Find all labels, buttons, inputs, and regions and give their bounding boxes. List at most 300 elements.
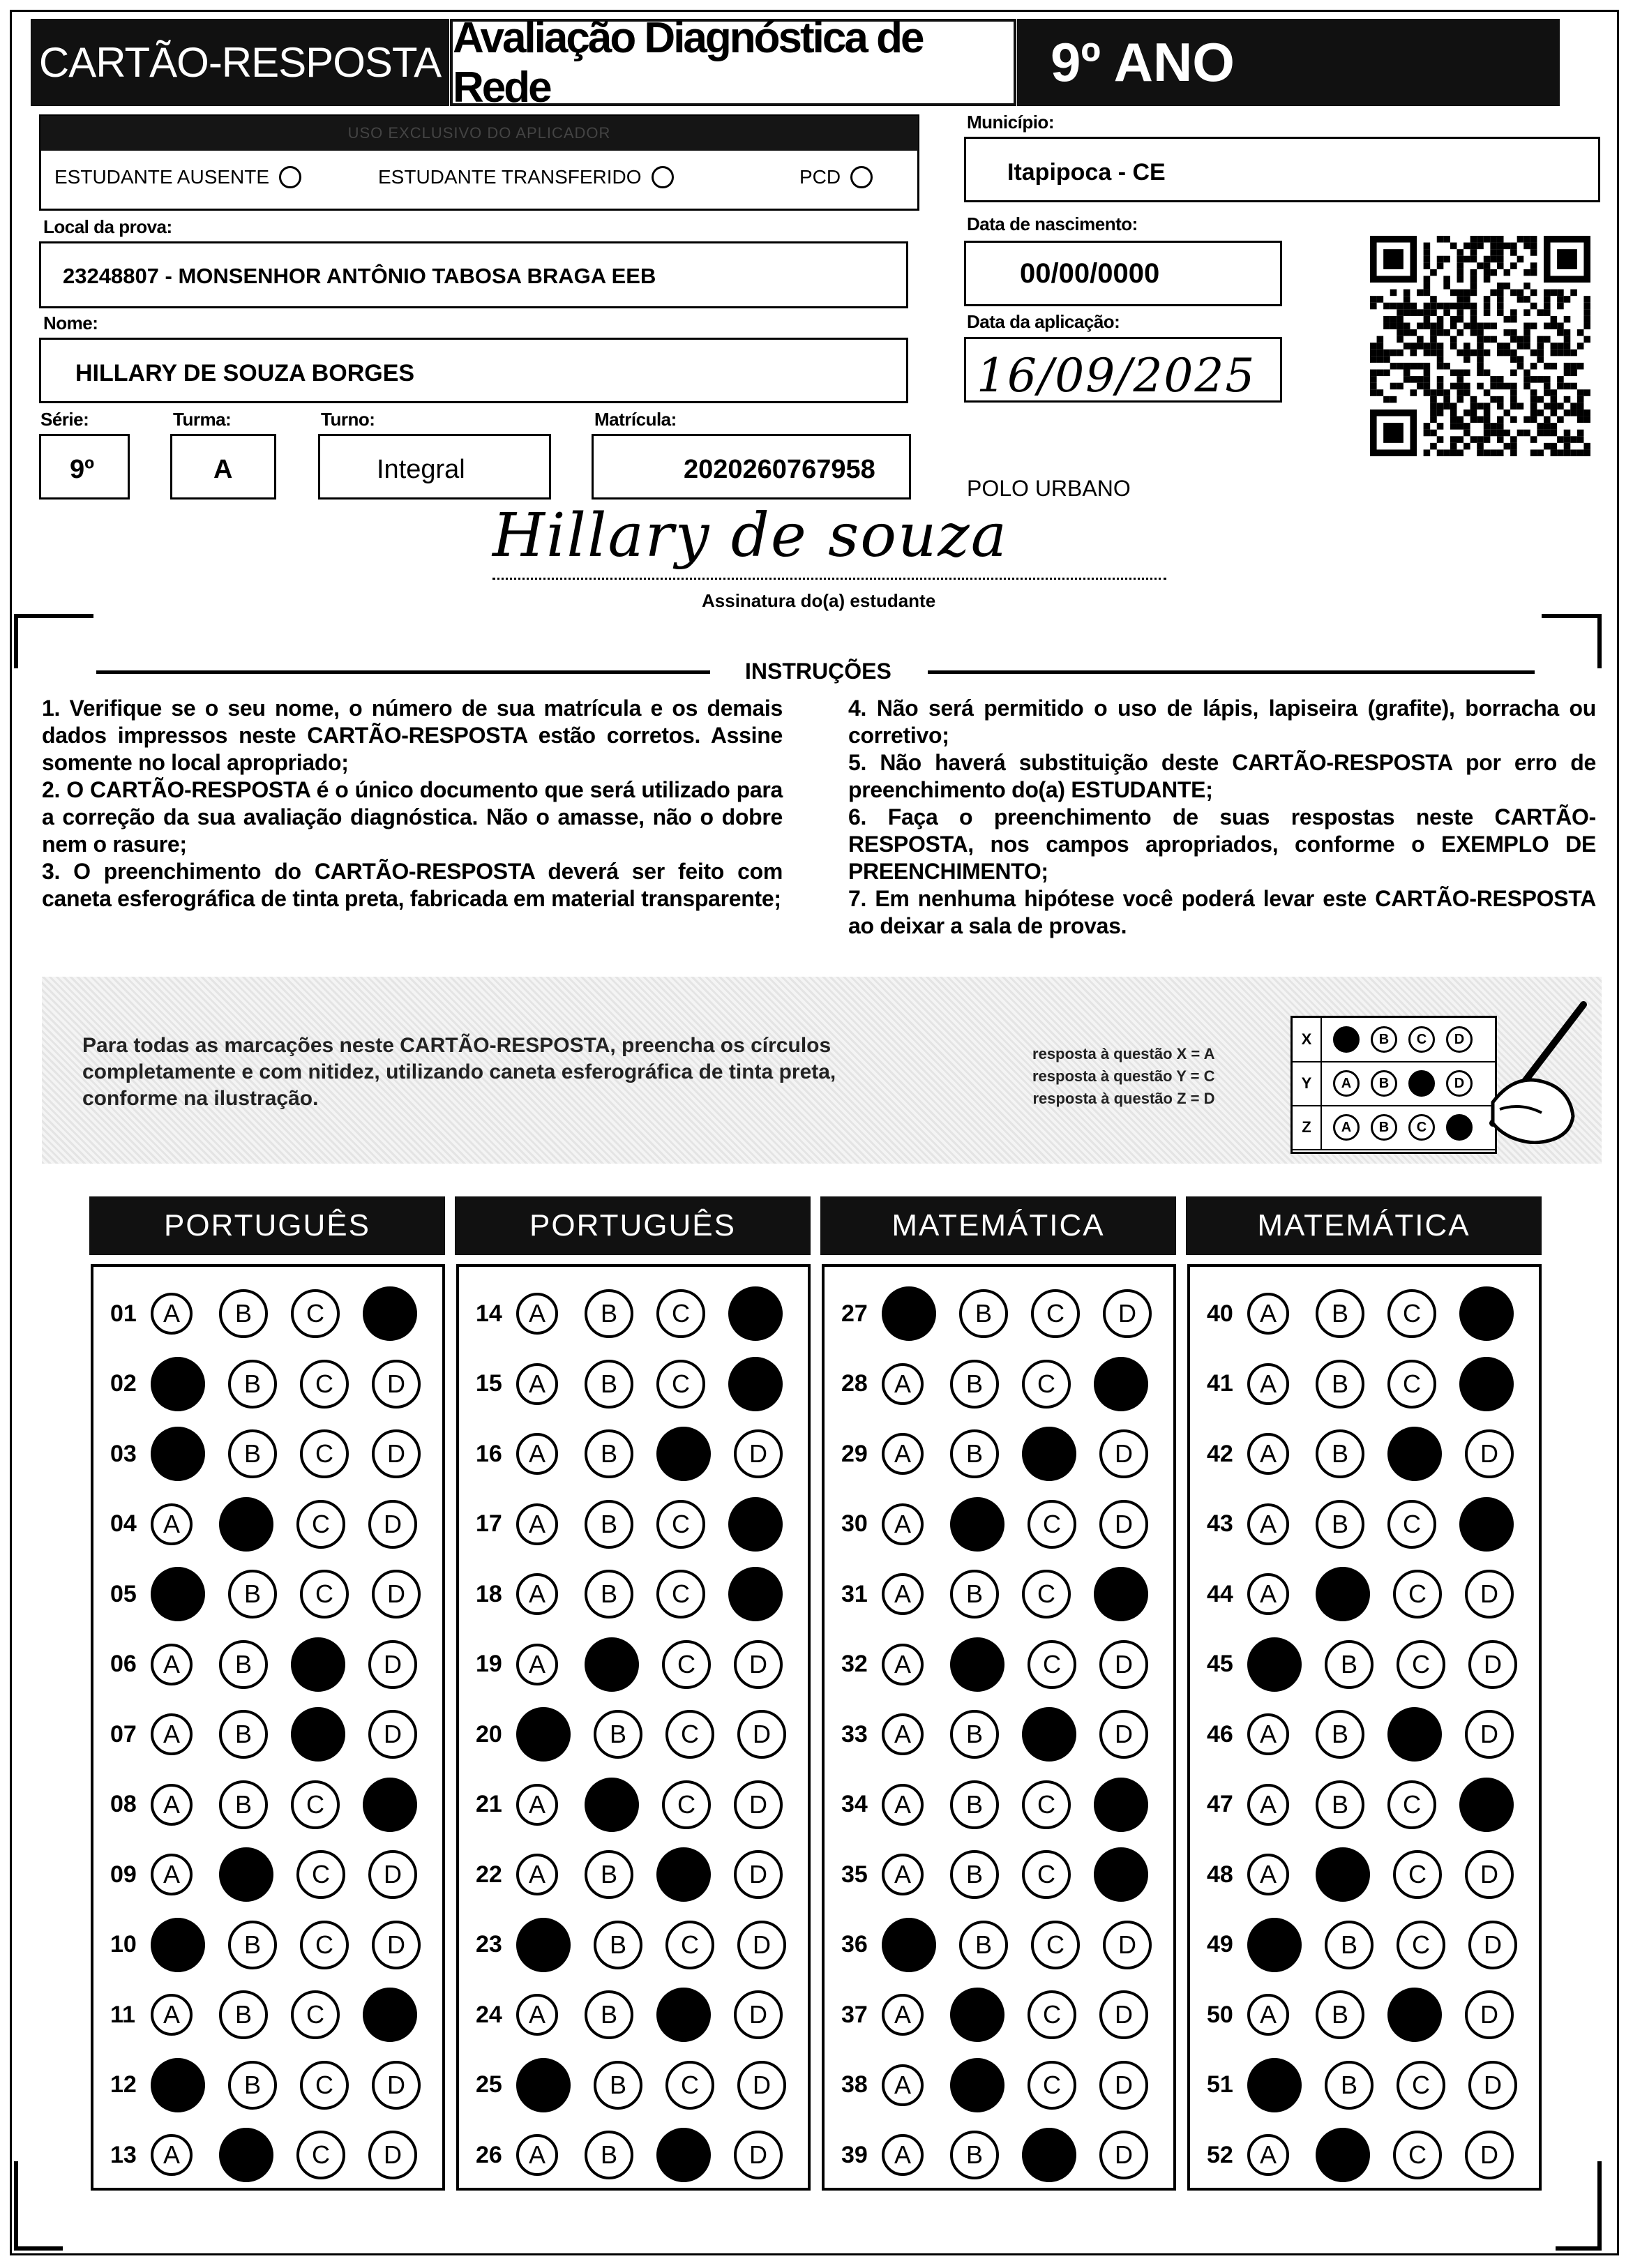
question-number: 34 [841, 1791, 868, 1817]
answer-bubble-c[interactable]: C [665, 2061, 714, 2110]
answer-bubble-b[interactable]: B [585, 1289, 633, 1338]
answer-bubble-a[interactable]: A [882, 1573, 924, 1615]
answer-bubble-a[interactable]: A [516, 1854, 558, 1895]
answer-bubble-d[interactable]: D [372, 2061, 421, 2110]
question-number: 26 [476, 2141, 502, 2168]
transferred-option[interactable] [378, 166, 674, 188]
question-row [841, 2057, 1171, 2114]
answer-bubble-c[interactable]: C [1028, 1640, 1076, 1689]
instruction-5: 5. Não haverá substituição deste CARTÃO-RESPOSTA por erro de preenchimento do(a) ESTUDANTE; [848, 750, 1596, 802]
question-number: 01 [110, 1300, 137, 1327]
answer-bubble-b[interactable]: B [594, 1921, 642, 1969]
answer-bubble-b[interactable]: B [1316, 1360, 1364, 1409]
answer-bubble-b[interactable] [219, 1847, 273, 1902]
answer-bubble-c[interactable]: C [1387, 1780, 1436, 1829]
answer-bubble-d[interactable]: D [1099, 1640, 1148, 1689]
question-row [476, 1986, 806, 2043]
answer-bubble-a[interactable] [516, 2058, 571, 2112]
question-row [841, 1986, 1171, 2043]
answer-bubble-b[interactable]: B [950, 1780, 999, 1829]
answer-bubble-d[interactable] [363, 1286, 417, 1341]
question-row [110, 1425, 444, 1482]
question-number: 40 [1207, 1300, 1233, 1327]
answer-bubble-c[interactable]: C [662, 1780, 711, 1829]
question-number: 32 [841, 1651, 868, 1677]
answer-bubble-d[interactable]: D [1099, 1429, 1148, 1478]
answer-bubble-d[interactable]: D [372, 1921, 421, 1969]
answer-bubble-b[interactable] [585, 1637, 639, 1692]
answer-bubble-b[interactable] [585, 1778, 639, 1832]
answer-bubble-d[interactable]: D [368, 1710, 417, 1759]
question-number: 22 [476, 1861, 502, 1888]
question-row [1207, 1355, 1537, 1413]
answer-bubble-a[interactable]: A [151, 1293, 193, 1335]
answer-bubble-c[interactable]: C [300, 2061, 349, 2110]
answer-bubble-d[interactable]: D [1465, 1710, 1514, 1759]
answer-bubble-d[interactable] [1094, 1778, 1148, 1832]
answer-bubble-a[interactable] [151, 1427, 205, 1481]
question-row [841, 1496, 1171, 1553]
answer-bubble-d[interactable]: D [1465, 1570, 1514, 1619]
answer-bubble-c[interactable]: C [656, 1289, 705, 1338]
answer-bubble-d[interactable]: D [734, 2131, 783, 2179]
answer-bubble-d[interactable] [1459, 1357, 1514, 1411]
question-number: 19 [476, 1651, 502, 1677]
answer-bubble-b[interactable]: B [585, 1850, 633, 1899]
answer-bubble-d[interactable] [1094, 1567, 1148, 1621]
answer-bubble-d[interactable]: D [737, 1921, 786, 1969]
question-number: 46 [1207, 1720, 1233, 1748]
question-row [110, 1916, 444, 1974]
answer-bubble-c[interactable]: C [1387, 1500, 1436, 1549]
answer-bubble-d[interactable]: D [1099, 2131, 1148, 2179]
legend-y: resposta à questão Y = C [1032, 1067, 1215, 1085]
answer-bubble-b[interactable]: B [228, 1921, 277, 1969]
answer-bubble-b[interactable]: B [950, 1429, 999, 1478]
question-number: 07 [110, 1720, 137, 1748]
question-row [110, 1846, 440, 1903]
answer-bubble-d[interactable]: D [1103, 1289, 1152, 1338]
answer-bubble-d[interactable] [728, 1357, 783, 1411]
answer-bubble-a[interactable]: A [516, 2134, 558, 2176]
answer-bubble-c[interactable]: C [1397, 1640, 1445, 1689]
question-number: 13 [110, 2141, 137, 2168]
question-row [476, 1425, 806, 1482]
answer-bubble-a[interactable]: A [516, 1503, 558, 1545]
answer-bubble-a[interactable]: A [151, 2134, 193, 2176]
answer-bubble-c[interactable]: C [1028, 2061, 1076, 2110]
answer-bubble-c[interactable]: C [656, 1570, 705, 1619]
answer-bubble-b[interactable]: B [950, 1570, 999, 1619]
question-row [1207, 1986, 1537, 2043]
answer-bubble-c[interactable] [656, 1847, 711, 1902]
answer-bubble-c[interactable]: C [1028, 1500, 1076, 1549]
answer-bubble-c[interactable]: C [300, 1921, 349, 1969]
answer-bubble-c[interactable]: C [656, 1360, 705, 1409]
instruction-3: 3. O preenchimento do CARTÃO-RESPOSTA deverá ser feito com caneta esferográfica de tinta preta, fabricada em material transparente; [42, 859, 783, 911]
answer-bubble-a[interactable] [516, 1707, 571, 1762]
answer-bubble-c[interactable]: C [656, 1500, 705, 1549]
answer-bubble-c[interactable]: C [291, 1289, 340, 1338]
question-row [110, 1496, 440, 1553]
answer-bubble-c[interactable]: C [300, 1429, 349, 1478]
answer-bubble-b[interactable]: B [219, 1990, 268, 2039]
answer-bubble-a[interactable]: A [151, 1784, 193, 1826]
answer-bubble-c[interactable]: C [1022, 1360, 1071, 1409]
question-row [110, 1636, 440, 1693]
answer-bubble-d[interactable]: D [734, 1780, 783, 1829]
corner-mark-top-right [1542, 614, 1602, 668]
answer-bubble-c[interactable]: C [1397, 2061, 1445, 2110]
question-row [110, 1986, 440, 2043]
question-number: 15 [476, 1370, 502, 1397]
question-number: 50 [1207, 2001, 1233, 2028]
answer-bubble-d[interactable]: D [734, 1640, 783, 1689]
answer-bubble-a[interactable]: A [1247, 1433, 1289, 1475]
answer-bubble-d[interactable] [728, 1286, 783, 1341]
subject-header-3: MATEMÁTICA [820, 1196, 1176, 1255]
question-number: 29 [841, 1440, 868, 1467]
answer-bubble-c[interactable]: C [296, 2131, 345, 2179]
answer-bubble-a[interactable]: A [516, 1433, 558, 1475]
answer-bubble-c[interactable]: C [665, 1921, 714, 1969]
answer-bubble-c[interactable]: C [1031, 1289, 1080, 1338]
answer-bubble-d[interactable] [728, 1567, 783, 1621]
answer-bubble-c[interactable] [1387, 1707, 1442, 1762]
transferred-label: ESTUDANTE TRANSFERIDO [378, 166, 642, 188]
question-number: 39 [841, 2141, 868, 2168]
answer-bubble-b[interactable]: B [219, 1289, 268, 1338]
answer-bubble-a[interactable]: A [882, 1994, 924, 2036]
exam-title: Avaliação Diagnóstica de Rede [450, 19, 1016, 106]
answer-bubble-a[interactable]: A [1247, 1713, 1289, 1755]
question-row [841, 1776, 1171, 1833]
answer-bubble-b[interactable]: B [950, 1360, 999, 1409]
answer-bubble-b[interactable]: B [950, 2131, 999, 2179]
answer-bubble-b[interactable] [219, 1497, 273, 1552]
question-number: 27 [841, 1300, 868, 1327]
answer-bubble-c[interactable] [1387, 1427, 1442, 1481]
question-number: 35 [841, 1861, 868, 1888]
instruction-2: 2. O CARTÃO-RESPOSTA é o único documento que será utilizado para a correção da sua avaliação diagnóstica. Não o amasse, não o dobre nem o rasure; [42, 777, 783, 857]
example-bubble-a: A [1333, 1070, 1360, 1097]
answer-bubble-d[interactable]: D [372, 1570, 421, 1619]
answer-bubble-b[interactable]: B [1316, 1289, 1364, 1338]
answer-bubble-d[interactable]: D [1465, 1990, 1514, 2039]
answer-bubble-c[interactable]: C [1393, 1570, 1442, 1619]
answer-bubble-a[interactable] [151, 1567, 205, 1621]
answer-bubble-b[interactable]: B [1325, 2061, 1374, 2110]
serie-value: 9º [70, 455, 95, 484]
answer-bubble-b[interactable]: B [219, 1780, 268, 1829]
answer-bubble-b[interactable] [950, 1637, 1004, 1692]
question-number: 47 [1207, 1791, 1233, 1817]
answer-bubble-d[interactable]: D [368, 1850, 417, 1899]
answer-bubble-c[interactable] [291, 1637, 345, 1692]
answer-bubble-c[interactable] [656, 1988, 711, 2042]
instructions-rule-left [96, 670, 710, 674]
question-number: 28 [841, 1370, 868, 1397]
answer-bubble-d[interactable]: D [1465, 2131, 1514, 2179]
answer-bubble-d[interactable] [1459, 1286, 1514, 1341]
answer-bubble-c[interactable] [1022, 1707, 1076, 1762]
answer-bubble-d[interactable]: D [1099, 2061, 1148, 2110]
subject-header-1: PORTUGUÊS [89, 1196, 445, 1255]
answer-bubble-b[interactable]: B [1316, 1429, 1364, 1478]
turma-value: A [213, 455, 233, 484]
question-number: 05 [110, 1580, 137, 1607]
answer-bubble-b[interactable] [950, 1988, 1004, 2042]
answer-bubble-d[interactable]: D [1468, 1640, 1517, 1689]
answer-bubble-c[interactable]: C [296, 1850, 345, 1899]
question-row [476, 1496, 806, 1553]
answer-bubble-c[interactable]: C [1387, 1289, 1436, 1338]
answer-bubble-a[interactable]: A [516, 1784, 558, 1826]
answer-bubble-a[interactable]: A [151, 1644, 193, 1685]
answer-bubble-d[interactable]: D [368, 2131, 417, 2179]
answer-bubble-c[interactable]: C [296, 1500, 345, 1549]
answer-bubble-c[interactable] [291, 1707, 345, 1762]
answer-bubble-d[interactable]: D [1468, 2061, 1517, 2110]
absent-bubble[interactable] [279, 166, 301, 188]
signature-label: Assinatura do(a) estudante [702, 590, 936, 611]
answer-bubble-b[interactable]: B [585, 2131, 633, 2179]
answer-bubble-b[interactable] [1316, 1567, 1370, 1621]
answer-bubble-a[interactable]: A [882, 2064, 924, 2106]
answer-bubble-d[interactable] [363, 1778, 417, 1832]
answer-bubble-b[interactable] [1316, 1847, 1370, 1902]
answer-bubble-a[interactable]: A [151, 1994, 193, 2036]
answer-bubble-d[interactable]: D [1099, 1990, 1148, 2039]
answer-bubble-b[interactable]: B [1316, 1710, 1364, 1759]
answer-bubble-c[interactable]: C [300, 1570, 349, 1619]
answer-bubble-c[interactable] [1022, 1427, 1076, 1481]
answer-bubble-b[interactable]: B [1316, 1990, 1364, 2039]
question-number: 14 [476, 1300, 502, 1327]
answer-bubble-d[interactable] [1094, 1847, 1148, 1902]
answer-bubble-b[interactable]: B [1325, 1921, 1374, 1969]
answer-bubble-a[interactable]: A [151, 1503, 193, 1545]
corner-mark-top-left [14, 614, 93, 668]
example-bubble-a [1333, 1026, 1360, 1053]
question-row [476, 1285, 806, 1342]
answer-bubble-c[interactable]: C [1031, 1921, 1080, 1969]
answer-bubble-b[interactable]: B [585, 1429, 633, 1478]
matricula-value: 2020260767958 [684, 455, 875, 484]
answer-bubble-a[interactable]: A [882, 1854, 924, 1895]
question-number: 51 [1207, 2071, 1233, 2098]
local-label: Local da prova: [43, 216, 172, 237]
answer-bubble-b[interactable]: B [228, 1429, 277, 1478]
answer-bubble-c[interactable]: C [1022, 1570, 1071, 1619]
answer-bubble-a[interactable] [882, 1918, 936, 1972]
question-row [1207, 1285, 1537, 1342]
answer-bubble-b[interactable]: B [228, 1360, 277, 1409]
answer-bubble-b[interactable]: B [959, 1289, 1008, 1338]
answer-bubble-b[interactable]: B [219, 1710, 268, 1759]
question-row [476, 1846, 806, 1903]
answer-bubble-d[interactable] [363, 1988, 417, 2042]
answer-bubble-a[interactable]: A [516, 1994, 558, 2036]
answer-bubble-a[interactable]: A [516, 1293, 558, 1335]
answer-bubble-a[interactable]: A [1247, 1994, 1289, 2036]
question-row [110, 1355, 444, 1413]
answer-bubble-d[interactable]: D [734, 1850, 783, 1899]
answer-bubble-a[interactable] [1247, 1918, 1302, 1972]
answer-bubble-c[interactable]: C [1028, 1990, 1076, 2039]
answer-bubble-c[interactable] [1387, 1988, 1442, 2042]
answer-bubble-a[interactable]: A [882, 1503, 924, 1545]
answer-bubble-a[interactable]: A [151, 1854, 193, 1895]
answer-bubble-b[interactable] [1316, 2128, 1370, 2182]
answer-bubble-b[interactable]: B [585, 1360, 633, 1409]
answer-bubble-a[interactable]: A [516, 1644, 558, 1685]
answer-bubble-d[interactable] [1459, 1497, 1514, 1552]
answer-bubble-d[interactable]: D [1099, 1500, 1148, 1549]
answer-bubble-d[interactable]: D [737, 2061, 786, 2110]
answer-bubble-d[interactable]: D [368, 1640, 417, 1689]
answer-bubble-a[interactable] [151, 1918, 205, 1972]
question-number: 37 [841, 2001, 868, 2028]
answer-bubble-d[interactable]: D [1468, 1921, 1517, 1969]
answer-bubble-d[interactable]: D [1465, 1850, 1514, 1899]
answer-bubble-b[interactable]: B [228, 1570, 277, 1619]
answer-bubble-c[interactable]: C [662, 1640, 711, 1689]
answer-bubble-b[interactable]: B [959, 1921, 1008, 1969]
answer-bubble-a[interactable]: A [882, 1363, 924, 1405]
question-row [841, 1285, 1175, 1342]
instructions-title: INSTRUÇÕES [739, 659, 897, 684]
answer-bubble-b[interactable] [950, 1497, 1004, 1552]
answer-bubble-c[interactable] [656, 1427, 711, 1481]
question-row [476, 1565, 806, 1623]
answer-bubble-d[interactable]: D [368, 1500, 417, 1549]
answer-bubble-a[interactable]: A [882, 1784, 924, 1826]
answer-bubble-c[interactable]: C [1022, 1850, 1071, 1899]
example-bubble-a: A [1333, 1114, 1360, 1141]
nascimento-value: 00/00/0000 [1020, 258, 1160, 289]
example-row-label: Z [1293, 1106, 1322, 1149]
question-number: 10 [110, 1931, 137, 1958]
answer-bubble-b[interactable]: B [594, 1710, 642, 1759]
answer-bubble-a[interactable]: A [1247, 1573, 1289, 1615]
answer-bubble-c[interactable]: C [1393, 1850, 1442, 1899]
answer-bubble-a[interactable] [151, 2058, 205, 2112]
answer-bubble-a[interactable]: A [151, 1713, 193, 1755]
answer-bubble-b[interactable]: B [594, 2061, 642, 2110]
answer-bubble-c[interactable] [1022, 2128, 1076, 2182]
answer-bubble-b[interactable]: B [219, 1640, 268, 1689]
answer-bubble-c[interactable]: C [291, 1990, 340, 2039]
answer-bubble-a[interactable] [1247, 1637, 1302, 1692]
answer-bubble-d[interactable]: D [372, 1429, 421, 1478]
pcd-bubble[interactable] [850, 166, 873, 188]
answer-bubble-b[interactable]: B [228, 2061, 277, 2110]
answer-bubble-a[interactable]: A [882, 1644, 924, 1685]
answer-bubble-a[interactable]: A [1247, 2134, 1289, 2176]
subject-header-4: MATEMÁTICA [1186, 1196, 1542, 1255]
answer-bubble-d[interactable]: D [1465, 1429, 1514, 1478]
answer-bubble-b[interactable]: B [585, 1500, 633, 1549]
answer-bubble-c[interactable]: C [1397, 1921, 1445, 1969]
question-number: 42 [1207, 1440, 1233, 1467]
answer-bubble-a[interactable]: A [1247, 1293, 1289, 1335]
answer-bubble-d[interactable]: D [737, 1710, 786, 1759]
question-row [841, 1846, 1171, 1903]
fill-example-legend [1032, 1043, 1214, 1110]
question-number: 52 [1207, 2141, 1233, 2168]
answer-bubble-c[interactable]: C [665, 1710, 714, 1759]
answer-bubble-c[interactable]: C [1022, 1780, 1071, 1829]
question-row [841, 1355, 1171, 1413]
qr-code [1370, 236, 1590, 456]
answer-bubble-d[interactable]: D [372, 1360, 421, 1409]
subject-header-2: PORTUGUÊS [455, 1196, 811, 1255]
question-row [110, 1776, 440, 1833]
answer-bubble-a[interactable] [516, 1918, 571, 1972]
corner-mark-bottom-right [1556, 2161, 1602, 2251]
nome-label: Nome: [43, 313, 98, 333]
question-number: 04 [110, 1510, 137, 1537]
answer-bubble-b[interactable]: B [950, 1850, 999, 1899]
answer-bubble-c[interactable]: C [291, 1780, 340, 1829]
answer-bubble-d[interactable]: D [734, 1990, 783, 2039]
answer-bubble-a[interactable] [151, 1357, 205, 1411]
answer-bubble-c[interactable]: C [1393, 2131, 1442, 2179]
answer-bubble-d[interactable]: D [734, 1429, 783, 1478]
grade-label: 9º ANO [1017, 19, 1560, 106]
answer-bubble-b[interactable] [219, 2128, 273, 2182]
answer-bubble-a[interactable] [1247, 2058, 1302, 2112]
example-bubble-d: D [1446, 1070, 1473, 1097]
answer-bubble-a[interactable]: A [882, 2134, 924, 2176]
answer-bubble-d[interactable]: D [1103, 1921, 1152, 1969]
answer-bubble-b[interactable]: B [1325, 1640, 1374, 1689]
question-row [476, 1916, 809, 1974]
answer-bubble-c[interactable] [656, 2128, 711, 2182]
answer-bubble-a[interactable]: A [1247, 1854, 1289, 1895]
answer-bubble-c[interactable]: C [300, 1360, 349, 1409]
answer-bubble-b[interactable]: B [585, 1990, 633, 2039]
question-number: 21 [476, 1791, 502, 1817]
answer-bubble-d[interactable] [1094, 1357, 1148, 1411]
absent-option[interactable] [54, 166, 301, 188]
pcd-option[interactable] [799, 166, 873, 188]
answer-bubble-a[interactable]: A [882, 1713, 924, 1755]
answer-bubble-a[interactable]: A [516, 1363, 558, 1405]
answer-bubble-d[interactable] [1459, 1778, 1514, 1832]
answer-bubble-d[interactable] [728, 1497, 783, 1552]
question-number: 02 [110, 1370, 137, 1397]
answer-bubble-b[interactable]: B [950, 1710, 999, 1759]
answer-bubble-a[interactable]: A [882, 1433, 924, 1475]
example-bubble-b: B [1371, 1114, 1397, 1141]
transferred-bubble[interactable] [652, 166, 674, 188]
answer-bubble-c[interactable]: C [1387, 1360, 1436, 1409]
answer-bubble-a[interactable]: A [1247, 1503, 1289, 1545]
answer-bubble-b[interactable]: B [585, 1570, 633, 1619]
answer-bubble-b[interactable]: B [1316, 1500, 1364, 1549]
question-number: 08 [110, 1791, 137, 1817]
answer-bubble-a[interactable]: A [1247, 1784, 1289, 1826]
answer-bubble-a[interactable] [882, 1286, 936, 1341]
answer-bubble-a[interactable]: A [1247, 1363, 1289, 1405]
answer-bubble-b[interactable] [950, 2058, 1004, 2112]
answer-bubble-a[interactable]: A [516, 1573, 558, 1615]
answer-bubble-d[interactable]: D [1099, 1710, 1148, 1759]
answer-bubble-b[interactable]: B [1316, 1780, 1364, 1829]
question-number: 09 [110, 1861, 137, 1888]
